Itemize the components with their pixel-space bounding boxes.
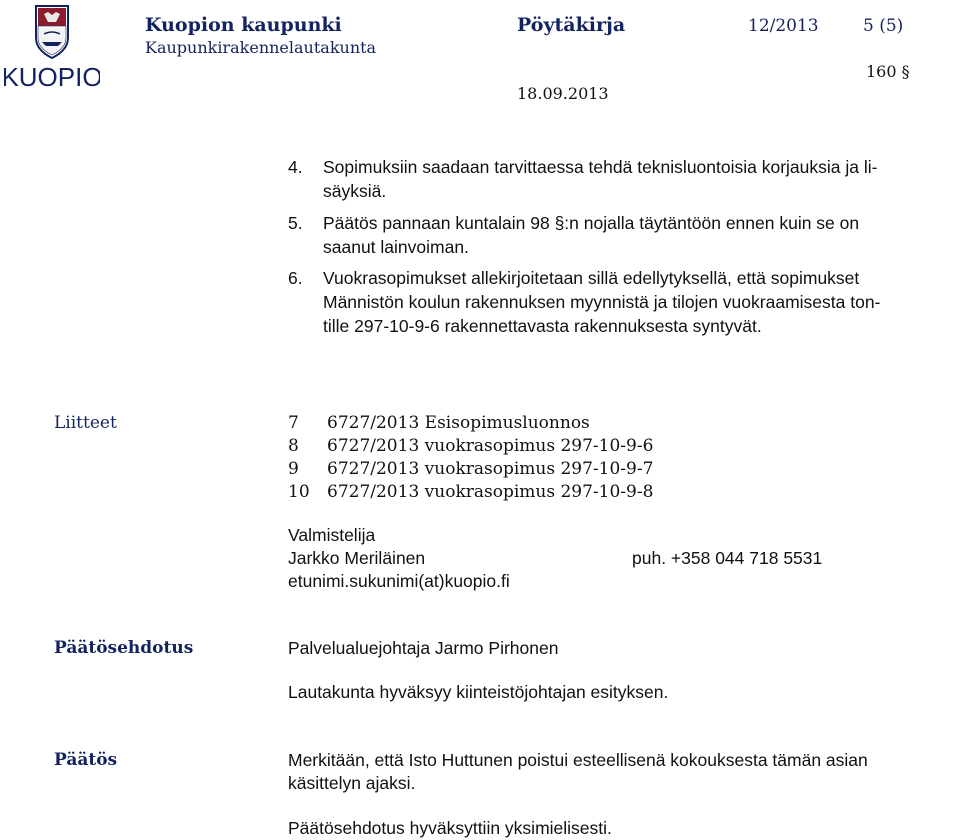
proposal-label: Päätösehdotus <box>54 638 194 658</box>
item-line: Sopimuksiin saadaan tarvittaessa tehdä teknisluontoisia korjauksia ja li- <box>323 157 878 177</box>
document-number: 12/2013 <box>748 16 819 36</box>
preparer-title: Valmistelija <box>288 525 376 545</box>
section-number: 160 § <box>866 62 910 81</box>
item-number: 6. <box>288 268 303 288</box>
attachment-number: 9 <box>288 459 299 479</box>
item-line: säyksiä. <box>323 181 387 201</box>
coat-of-arms-icon <box>4 4 100 96</box>
attachment-link[interactable]: 6727/2013 vuokrasopimus 297-10-9-7 <box>327 459 654 479</box>
preparer-phone: puh. +358 044 718 5531 <box>632 548 823 568</box>
item-line: Männistön koulun rakennuksen myynnistä ja tilojen vuokraamisesta ton- <box>323 292 881 312</box>
attachment-row <box>0 413 960 437</box>
attachment-link[interactable]: 6727/2013 vuokrasopimus 297-10-9-6 <box>327 436 654 456</box>
attachment-number: 7 <box>288 413 299 433</box>
attachment-row <box>0 459 960 483</box>
attachment-row <box>0 482 960 506</box>
preparer-email[interactable]: etunimi.sukunimi(at)kuopio.fi <box>288 571 510 591</box>
preparer-name: Jarkko Meriläinen <box>288 548 426 568</box>
decision-line: Merkitään, että Isto Huttunen poistui esteellisenä kokouksesta tämän asian <box>288 750 868 770</box>
item-line: Päätös pannaan kuntalain 98 §:n nojalla täytäntöön ennen kuin se on <box>323 213 860 233</box>
item-number: 4. <box>288 157 303 177</box>
organization-name: Kuopion kaupunki <box>145 14 342 36</box>
attachment-link[interactable]: 6727/2013 Esisopimusluonnos <box>327 413 590 433</box>
meeting-date: 18.09.2013 <box>517 84 609 103</box>
item-line: Vuokrasopimukset allekirjoitetaan sillä edellytyksellä, että sopimukset <box>323 268 860 288</box>
logo-text: KUOPIO <box>4 62 100 92</box>
decision-result: Päätösehdotus hyväksyttiin yksimielisesti. <box>288 818 612 838</box>
attachment-row <box>0 436 960 460</box>
board-name: Kaupunkirakennelautakunta <box>145 38 377 57</box>
item-line: saanut lainvoiman. <box>323 237 469 257</box>
proposer: Palvelualuejohtaja Jarmo Pirhonen <box>288 638 559 658</box>
attachment-number: 10 <box>288 482 310 502</box>
attachment-link[interactable]: 6727/2013 vuokrasopimus 297-10-9-8 <box>327 482 654 502</box>
attachment-number: 8 <box>288 436 299 456</box>
proposal-text: Lautakunta hyväksyy kiinteistöjohtajan esityksen. <box>288 682 669 702</box>
item-line: tille 297-10-9-6 rakennettavasta rakennuksesta syntyvät. <box>323 316 762 336</box>
kuopio-logo <box>4 4 100 96</box>
page-number: 5 (5) <box>863 16 904 36</box>
document-type: Pöytäkirja <box>517 14 626 36</box>
decision-line: käsittelyn ajaksi. <box>288 773 416 793</box>
attachments-label: Liitteet <box>54 413 117 433</box>
decision-label: Päätös <box>54 750 118 770</box>
item-number: 5. <box>288 213 303 233</box>
